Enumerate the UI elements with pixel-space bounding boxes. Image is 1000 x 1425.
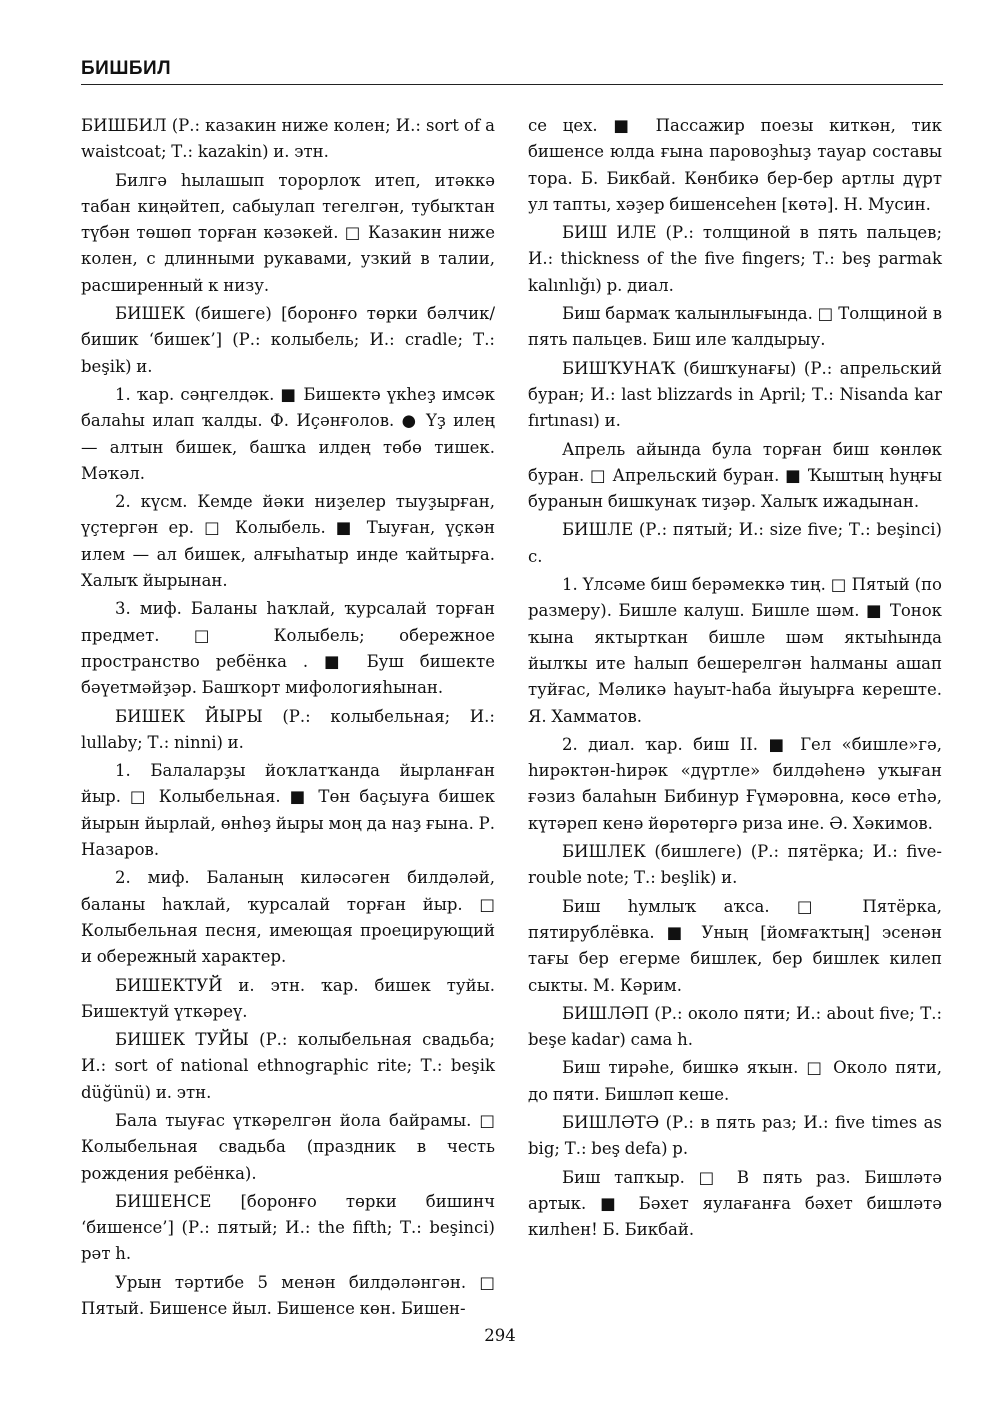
entry-bishek-sense-1: 1. ҡар. сәңгелдәк. ■ Бишектә үкһеҙ имсәк балаһы илап ҡалды. Ф. Иҫәнғолов. ● Үҙ илең — алтын бишек, башҡа илдең төбө тишек. Мәҡәл.	[81, 384, 495, 483]
entry-bish-ile-head: БИШ ИЛЕ (Р.: толщиной в пять пальцев; И.: thickness of the five fingers; Т.: beş parmak kalınlığı) р. диал.	[528, 223, 942, 295]
entry-bishkunak-body: Апрель айында була торған биш көнлөк буран. □ Апрельский буран. ■ Ҡыштың һуңғы буранын бишкунаҡ тиҙәр. Халыҡ ижадынан.	[528, 439, 942, 512]
entry-bishbil-head: БИШБИЛ (Р.: казакин ниже колен; И.: sort of a waistcoat; Т.: kazakin) и. этн.	[81, 116, 495, 162]
entry-bishense-head: БИШЕНСЕ [боронғо төрки бишинч ‘бишенсе’] (Р.: пятый; И.: the fifth; Т.: beşinci) рәт һ.	[81, 1191, 495, 1264]
entry-bishense-body: Урын тәртибе 5 менән билдәләнгән. □ Пятый. Бишенсе йыл. Бишенсе көн. Бишен-	[81, 1272, 495, 1319]
entry-bishek-tuyy-body: Бала тыуғас үткәрелгән йола байрамы. □ Колыбельная свадьба (праздник в честь рождения ребёнка).	[81, 1110, 495, 1183]
running-header: БИШБИЛ	[81, 58, 172, 79]
entry-bishlete-head: БИШЛӘТӘ (Р.: в пять раз; И.: five times as big; Т.: beş defa) р.	[528, 1112, 942, 1159]
entry-bishkunak-head: БИШҠУНАҠ (бишҡунағы) (Р.: апрельский буран; И.: last blizzards in April; Т.: Nisanda kar fırtınası) и.	[528, 358, 942, 431]
entry-bishle-sense-1: 1. Үлсәме биш берәмеккә тиң. □ Пятый (по размеру). Бишле калуш. Бишле шәм. ■ Тонок ҡына яктырткан бишле шәм яктыһында йылҡы ите һалып бешерелгән һалманы ашап туйғас, Мәликә һауыт-һаба йыуырға кереште. Я. Хамматов.	[528, 575, 942, 726]
entry-bishlek-body: Биш һумлыҡ аҡса. □ Пятёрка, пятирублёвка. ■ Уның [йомғаҡтың] эсенән тағы бер егерме бишлек, бер бишлек килеп сыкты. М. Кәрим.	[528, 896, 942, 995]
page-number: 294	[484, 1326, 516, 1345]
entry-bishek-head: БИШЕК (бишеге) [боронғо төрки бәлчик/бишик ‘бишек’] (Р.: колыбель; И.: cradle; Т.: beşik) и.	[81, 304, 495, 376]
entry-bishbil-body: Билгә һылашып торорлоҡ итеп, итәккә табан киңәйтеп, сабыулап тегелгән, тубыҡтан түбән төшөп торған кәзәкей. □ Казакин ниже колен, с длинными рукавами, узкий в талии, расширенный к низу.	[81, 170, 495, 295]
entry-bishek-yyry-sense-1: 1. Балаларҙы йоҡлатҡанда йырланған йыр. □ Колыбельная. ■ Төн баҫыуға бишек йырын йырлай, өнһөҙ йыры моң да наҙ ғына. Р. Назаров.	[81, 761, 495, 860]
entry-bishense-continued: се цех. ■ Пассажир поезы киткән, тик бишенсе юлда ғына паровоҙһыҙ тауар составы тора. Б. Бикбай. Көнбикә бер-бер артлы дүрт ул таптьı, хәҙер бишенсеһен [көтә]. Н. Мусин.	[528, 116, 942, 214]
entry-bishek-sense-2: 2. күсм. Кемде йәки ниҙелер тыуҙырған, үҫтергән ер. □ Колыбель. ■ Тыуған, үҫкән илем — ал бишек, алғыһатыр инде ҡайтырға. Халыҡ йырынан.	[81, 492, 495, 591]
entry-bishektuy-head: БИШЕКТУЙ и. этн. ҡар. бишек туйы. Бишектуй үткәреү.	[81, 975, 495, 1021]
entry-bishlete-body: Биш тапҡыр. □ В пять раз. Бишләтә артык. ■ Бәхет яулағанға бәхет бишләтә килһен! Б. Бикбай.	[528, 1167, 942, 1240]
right-column	[528, 113, 942, 1245]
entry-bishlek-head: БИШЛЕК (бишлеге) (Р.: пятёрка; И.: five-rouble note; Т.: beşlik) и.	[528, 842, 942, 888]
entry-bishek-tuyy-head: БИШЕК ТУЙЫ (Р.: колыбельная свадьба; И.: sort of national ethnographic rite; Т.: beşik düğünü) и. этн.	[81, 1030, 495, 1102]
entry-bishle-sense-2: 2. диал. ҡар. биш II. ■ Гел «бишле»гә, һирәктән-һирәк «дүртле» билдәһенә уҡыған ғәзиз балаһын Бибинур Ғүмәровна, көсө етһә, күтәреп кенә йөрөтөргә риза ине. Ә. Хәкимов.	[528, 734, 942, 833]
entry-bish-ile-body: Биш бармаҡ ҡалынлығында. □ Толщиной в пять пальцев. Биш иле ҡалдырыу.	[528, 304, 942, 350]
entry-bishek-yyry-head: БИШЕК ЙЫРЫ (Р.: колыбельная; И.: lullaby; Т.: ninni) и.	[81, 706, 495, 752]
entry-bishek-yyry-sense-2: 2. миф. Баланың киләсәген билдәләй, баланы һаҡлай, ҡурсалай торған йыр. □ Колыбельная песня, имеющая проецирующий и обережный характер.	[81, 868, 495, 967]
entry-bishlep-body: Биш тирәһе, бишкә яҡын. □ Около пяти, до пяти. Бишләп кеше.	[528, 1058, 942, 1104]
entry-bishlep-head: БИШЛӘП (Р.: около пяти; И.: about five; Т.: beşe kadar) сама һ.	[528, 1003, 942, 1050]
left-column	[81, 113, 495, 1324]
header-rule	[81, 84, 943, 85]
entry-bishle-head: БИШЛЕ (Р.: пятый; И.: size five; Т.: beşinci) с.	[528, 520, 942, 566]
entry-bishek-sense-3: 3. миф. Баланы һаҡлай, ҡурсалай торған предмет. □ Колыбель; обережное пространство ребёнка . ■ Буш бишекте бәүетмәйҙәр. Башҡорт мифологияһынан.	[81, 599, 495, 698]
